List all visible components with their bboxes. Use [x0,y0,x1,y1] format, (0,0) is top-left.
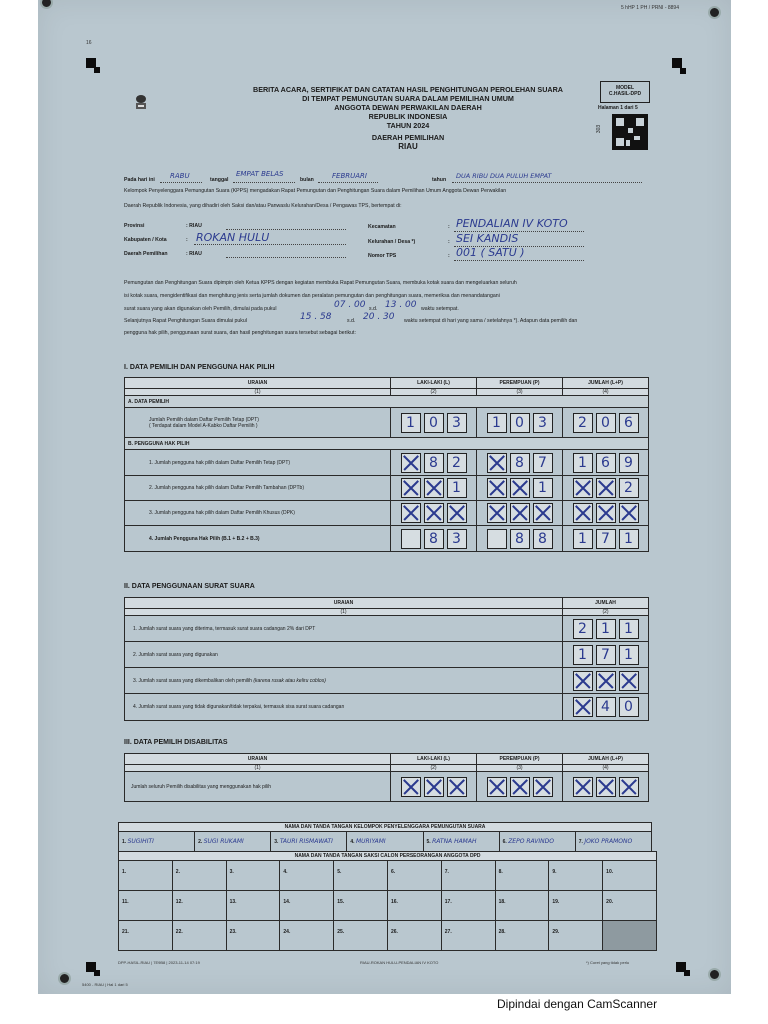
witness-cell: 17. [441,891,495,921]
witness-cell: 16. [387,891,441,921]
header-region: RIAU [398,142,418,151]
witness-cell: 6. [387,861,441,891]
disability-female-boxes [480,777,559,797]
pin-bottom-left [58,972,71,985]
digit-box: 8 [424,453,444,473]
witness-title: NAMA DAN TANDA TANGAN SAKSI CALON PERSEORANGAN ANGGOTA DPD [119,852,657,861]
ballot-used-boxes [566,645,645,665]
b2-total-boxes [566,478,645,498]
crossed-box [596,671,616,691]
witness-cell: 5. [334,861,388,891]
witness-cell: 15. [334,891,388,921]
kpps-member-name: SUGIHITI [127,838,154,845]
kpps-signature-cell: 5. RATNA HAMAH [423,832,499,852]
crossed-box [401,777,421,797]
pin-top-left [40,0,53,9]
digit-box: 1 [533,478,553,498]
witness-cell: 1. [119,861,173,891]
witness-cell: 24. [280,921,334,951]
page-ref: 16 [86,40,92,46]
ballot-returned-label: 3. Jumlah surat suara yang dikembalikan oleh pemilih (karena rusak atau keliru coblos) [125,668,563,694]
crossed-box [619,777,639,797]
b3-label: 3. Jumlah pengguna hak pilih dalam Daftar Pemilih Khusus (DPK) [125,501,391,526]
registration-mark [94,970,100,976]
disability-label: Jumlah seluruh Pemilih disabilitas yang menggunakan hak pilih [125,772,391,802]
digit-box: 0 [424,413,444,433]
digit-box: 8 [510,453,530,473]
witness-cell: 4. [280,861,334,891]
digit-box: 0 [619,697,639,717]
kpps-member-name: ZEPO RAVINDO [508,838,555,845]
digit-box: 1 [619,645,639,665]
digit-box: 2 [619,478,639,498]
kecamatan-value: PENDALIAN IV KOTO [456,217,568,230]
b1-total-boxes [566,453,645,473]
witness-cell: 20. [603,891,657,921]
end-time: 13 . 00 [385,300,417,310]
b4-total-boxes [566,529,645,549]
kpps-signature-table [118,822,652,852]
para2-line-5: pengguna hak pilih, penggunaan surat suara, dan hasil penghitungan suara tersebut sebagai berikut: [124,330,356,336]
crossed-box [510,777,530,797]
pin-bottom-right [708,968,721,981]
qr-code-icon [612,114,648,150]
header-line-4: REPUBLIK INDONESIA [368,112,448,121]
crossed-box [573,671,593,691]
crossed-box [510,478,530,498]
dpt-total-boxes [566,413,645,433]
digit-box: 1 [573,453,593,473]
crossed-box [573,478,593,498]
digit-box: 1 [596,619,616,639]
witness-cell: 29. [549,921,603,951]
dpt-male-boxes [394,413,473,433]
ballot-received-boxes [566,619,645,639]
section-2-title: II. DATA PENGGUNAAN SURAT SUARA [124,583,255,590]
crossed-box [510,503,530,523]
crossed-box [487,503,507,523]
digit-box: 0 [596,413,616,433]
registration-mark [680,68,686,74]
witness-cell: 8. [495,861,549,891]
kpps-title: NAMA DAN TANDA TANGAN KELOMPOK PENYELENGGARA PEMUNGUTAN SUARA [119,823,652,832]
crossed-box [424,503,444,523]
ballot-received-label: 1. Jumlah surat suara yang diterima, termasuk surat suara cadangan 2% dari DPT [125,616,563,642]
witness-cell: 14. [280,891,334,921]
provinsi-label: Provinsi [124,223,145,229]
section-1-title: I. DATA PEMILIH DAN PENGGUNA HAK PILIH [124,364,275,371]
intro-para-line-1: Kelompok Penyelenggara Pemungutan Suara (KPPS) mengadakan Rapat Pemungutan dan Penghitungan Suara dalam Pemilihan Umum Anggota Dewan Perwakilan [124,188,507,194]
model-label: MODEL [615,85,635,91]
kpps-member-name: SUGI RUKAMI [203,838,244,845]
dpt-female-boxes [480,413,559,433]
witness-cell: 3. [226,861,280,891]
digit-box: 3 [447,529,467,549]
crossed-box [487,478,507,498]
intro-para-line-2: Daerah Republik Indonesia, yang dihadiri oleh Saksi dan/atau Panwaslu Kelurahan/Desa / Pengawas TPS, bertempat di: [124,203,402,209]
kpps-signature-cell: 1. SUGIHITI [119,832,195,852]
daerah-value: : RIAU [186,251,202,257]
b1-female-boxes [480,453,559,473]
count-start-time: 15 . 58 [300,312,332,322]
kpps-member-name: RATNA HAMAH [432,838,477,845]
kabupaten-value: ROKAN HULU [196,231,270,244]
para2-line-4: Selanjutnya Rapat Penghitungan Suara dimulai pukul [124,318,247,324]
category-b: B. PENGGUNA HAK PILIH [125,438,649,450]
hari-value: RABU [170,172,190,180]
b3-male-boxes [394,503,473,523]
section-1-table: URAIAN LAKI-LAKI (L) PEREMPUAN (P) JUMLAH (L+P) (1) (2) (3) (4) A. DATA PEMILIH Jumlah Pemilih dalam Daftar Pemilih Tetap (DPT) ( Terdapat dalam Model A-Kabko Daftar Pemilih ) 1 0 3 1 0 3 2 0 6 B. PENGGUNA HAK PILIH 1. Jumlah pengguna hak pilih dalam Daftar Pemilih Tetap (DPT) 8 2 8 7 1 6 9 2. Jumlah pengguna hak pilih dalam Daftar Pemilih Tambahan (DPTb) 1 1 2 3. Jumlah pengguna hak pilih dalam Daftar Pemilih Khusus (DPK) 4. Jumlah Pengguna Hak Pilih (B.1 + B.2 + B.3) 8 3 8 8 1 7 1 [124,377,649,552]
header-line-3: ANGGOTA DEWAN PERWAKILAN DAERAH [334,103,482,112]
crossed-box [447,777,467,797]
witness-cell: 23. [226,921,280,951]
crossed-box [401,453,421,473]
witness-cell: 18. [495,891,549,921]
registration-mark [684,970,690,976]
crossed-box [533,503,553,523]
kelurahan-label: Kelurahan / Desa *) [368,239,416,245]
digit-box: 7 [596,645,616,665]
kpps-member-name: MURIYAMI [355,838,386,845]
digit-box [401,529,421,549]
section-3-title: III. DATA PEMILIH DISABILITAS [124,739,228,746]
crossed-box [573,697,593,717]
kpps-signature-cell: 7. JOKO PRAMONO [575,832,651,852]
witness-cell: 25. [334,921,388,951]
digit-box: 4 [596,697,616,717]
tanggal-value: EMPAT BELAS [236,170,284,178]
document-header [198,85,618,151]
crossed-box [596,478,616,498]
scanned-paper: 5 hHP 1 PH / PRNI - 8894 16 BERITA ACARA, SERTIFIKAT DAN CATATAN HASIL PENGHITUNGAN PEROLEHAN SUARA DI TEMPAT PEMUNGUTAN SUARA DALAM PEMILIHAN UMUM ANGGOTA DEWAN PERWAKILAN DAERAH REPUBLIK INDONESIA TAHUN 2024 DAERAH PEMILIHAN RIAU MODEL C.HASIL-DPD Halaman 1 dari 5 303 Pada hari ini RABU tanggal EMPAT BELAS bulan FEBRUARI tahun DUA RIBU DUA PULUH EMPAT Kelompok Penyelenggara Pemungutan Suara (KPPS) mengadakan Rapat Pemungutan dan Penghitungan Suara dalam Pemilihan Umum Anggota Dewan Perwakilan Daerah Republik Indonesia, yang dihadiri oleh Saksi dan/atau Panwaslu Kelurahan/Desa / Pengawas TPS, bertempat di: Provinsi : RIAU Kabupaten / Kota : ROKAN HULU Daerah Pemilihan : RIAU Kecamatan : PENDALIAN IV KOTO Kelurahan / Desa *) : SEI KANDIS Nomor TPS : 001 ( SATU ) Pemungutan dan Penghitungan Suara dipimpin oleh Ketua KPPS dengan kegiatan membuka Rapat Pemungutan Suara, membuka kotak suara dan mengeluarkan seluruh isi kotak suara, mengidentifikasi dan menghitung jenis serta jumlah dokumen dan peralatan pemungutan dan penghitungan suara, memeriksa dan menandatangani surat suara yang akan digunakan oleh Pemilih, dimulai pada pukul 07 . 00 s.d. 13 . 00 waktu setempat. Selanjutnya Rapat Penghitungan Suara dimulai pukul 15 . 58 s.d. 20 . 30 waktu setempat di hari yang sama / setelahnya *). Adapun data pemilih dan pengguna hak pilih, penggunaan surat suara, dan hasil penghitungan suara tersebut sebagai berikut: I. DATA PEMILIH DAN PENGGUNA HAK PILIH URAIAN LAKI-LAKI (L) PEREMPUAN (P) JUMLAH (L+P) (1) (2) (3) (4) A. DATA PEMILIH Jumlah Pemilih dalam Daftar Pemilih Tetap (DPT) ( Terdapat dalam Model A-Kabko Daftar Pemilih ) 1 0 3 1 0 3 2 0 6 B. PENGGUNA HAK PILIH 1. Jumlah pengguna hak pilih dalam Daftar Pemilih Tetap (DPT) 8 2 8 7 1 6 9 2. Jumlah pengguna hak pilih dalam Daftar Pemilih Tambahan (DPTb) 1 1 2 3. Jumlah pengguna hak pilih dalam Daftar Pemilih Khusus (DPK) 4. Jumlah Pengguna Hak Pilih (B.1 + B.2 + B.3) 8 3 8 8 1 7 1 II. DATA PENGGUNAAN SURAT SUARA URAIAN JUMLAH (1) (2) 1. Jumlah surat suara yang diterima, termasuk surat suara cadangan 2% dari DPT 2 1 1 2. Jumlah surat suara yang digunakan 1 7 1 3. Jumlah surat suara yang dikembalikan oleh pemilih (karena rusak atau keliru coblos) 4. Jumlah surat suara yang tidak digunakan/tidak terpakai, termasuk sisa surat suara cadangan 4 0 III. DATA PEMILIH DISABILITAS URAIAN LAKI-LAKI (L) PEREMPUAN (P) JUMLAH (L+P) (1) (2) (3) (4) Jumlah seluruh Pemilih disabilitas yang menggunakan hak pilih NAMA DAN TANDA TANGAN KELOMPOK PENYELENGGARA PEMUNGUTAN SUARA 1. SUGIHITI 2. SUGI RUKAMI 3. TAURI RISMAWATI 4. MURIYAMI 5. RATNA HAMAH 6. ZEPO RAVINDO 7. JOKO PRAMONO NAMA DAN TANDA TANGAN SAKSI CALON PERSEORANGAN ANGGOTA DPD 1. 2. 3. 4. 5. 6. 7. 8. 9. 10. 11. 12. 13. 14. 15. 16. 17. 18. 19. 20. 21. 22. 23. 24. 25. 26. 27. 28. 29. DPP-HASIL-RIAU | 7E9B8 | 2023-11-14 07:19 RIAU-ROKAN HULU-PENDALIAN IV KOTO *) Coret yang tidak perlu 5400 - RIAU | Hal 1 dari 5 [38,0,731,994]
header-line-2: DI TEMPAT PEMUNGUTAN SUARA DALAM PEMILIHAN UMUM [302,94,514,103]
digit-box: 2 [573,619,593,639]
crossed-box [533,777,553,797]
crossed-box [573,777,593,797]
tahun-label: tahun [432,177,447,183]
bulan-value: FEBRUARI [332,172,367,180]
witness-cell: 19. [549,891,603,921]
disability-male-boxes [394,777,473,797]
digit-box: 6 [619,413,639,433]
digit-box: 3 [533,413,553,433]
provinsi-value: : RIAU [186,223,202,229]
category-a: A. DATA PEMILIH [125,396,649,408]
model-box [600,81,650,103]
count-end-time: 20 . 30 [363,312,395,322]
footer-bottom: 5400 - RIAU | Hal 1 dari 5 [82,982,128,987]
b4-label: 4. Jumlah Pengguna Hak Pilih (B.1 + B.2 + B.3) [125,526,391,552]
witness-cell: 12. [172,891,226,921]
kelurahan-value: SEI KANDIS [456,232,519,245]
digit-box: 1 [401,413,421,433]
witness-cell: 22. [172,921,226,951]
header-line-5: TAHUN 2024 [386,121,430,130]
pada-hari-label: Pada hari ini [124,177,155,183]
digit-box: 6 [596,453,616,473]
footer-mid: RIAU-ROKAN HULU-PENDALIAN IV KOTO [360,960,439,965]
crossed-box [619,503,639,523]
kpps-signature-cell: 3. TAURI RISMAWATI [271,832,347,852]
tanggal-label: tanggal [210,177,229,183]
kpps-member-name: JOKO PRAMONO [584,838,633,845]
crossed-box [487,453,507,473]
kpps-signature-row [119,832,652,852]
camscanner-watermark: Dipindai dengan CamScanner [497,997,658,1011]
witness-cell: 28. [495,921,549,951]
digit-box: 1 [573,529,593,549]
b3-total-boxes [566,503,645,523]
b2-label: 2. Jumlah pengguna hak pilih dalam Daftar Pemilih Tambahan (DPTb) [125,476,391,501]
ballot-used-label: 2. Jumlah surat suara yang digunakan [125,642,563,668]
digit-box [487,529,507,549]
witness-row [119,921,657,951]
pin-top-right [708,6,721,19]
crossed-box [487,777,507,797]
crossed-box [424,777,444,797]
para2-line-3: surat suara yang akan digunakan oleh Pemilih, dimulai pada pukul [124,306,277,312]
digit-box: 9 [619,453,639,473]
witness-cell: 11. [119,891,173,921]
header-line-6: DAERAH PEMILIHAN [371,133,445,142]
crossed-box [573,503,593,523]
digit-box: 3 [447,413,467,433]
kpps-signature-cell: 2. SUGI RUKAMI [195,832,271,852]
digit-box: 1 [487,413,507,433]
para2-line-2: isi kotak suara, mengidentifikasi dan menghitung jenis serta jumlah dokumen dan peralatan pemungutan dan penghitungan suara, memeriksa dan menandatangani [124,293,500,299]
digit-box: 1 [573,645,593,665]
kabupaten-label: Kabupaten / Kota [124,237,167,243]
start-time: 07 . 00 [334,300,366,310]
digit-box: 1 [619,529,639,549]
ballot-returned-boxes [566,671,645,691]
b1-label: 1. Jumlah pengguna hak pilih dalam Daftar Pemilih Tetap (DPT) [125,450,391,476]
daerah-label: Daerah Pemilihan [124,251,168,257]
bulan-label: bulan [300,177,314,183]
digit-box: 7 [533,453,553,473]
witness-cell: 2. [172,861,226,891]
footer-left: DPP-HASIL-RIAU | 7E9B8 | 2023-11-14 07:19 [118,960,200,965]
crossed-box [401,478,421,498]
digit-box: 8 [533,529,553,549]
b3-female-boxes [480,503,559,523]
ballot-unused-label: 4. Jumlah surat suara yang tidak digunakan/tidak terpakai, termasuk sisa surat suara cadangan [125,694,563,721]
registration-mark [672,58,682,68]
page-indicator: Halaman 1 dari 5 [598,105,638,111]
kecamatan-label: Kecamatan [368,224,396,230]
witness-cell: 26. [387,921,441,951]
kpu-logo-icon [133,93,149,111]
digit-box: 2 [573,413,593,433]
digit-box: 1 [447,478,467,498]
witness-cell: 21. [119,921,173,951]
b4-female-boxes [480,529,559,549]
crossed-box [619,671,639,691]
kpps-member-name: TAURI RISMAWATI [279,838,333,845]
b1-male-boxes [394,453,473,473]
b2-male-boxes [394,478,473,498]
tps-value: 001 ( SATU ) [456,246,525,259]
tahun-value: DUA RIBU DUA PULUH EMPAT [456,172,552,180]
b4-male-boxes [394,529,473,549]
witness-cell: 13. [226,891,280,921]
crossed-box [447,503,467,523]
tps-label: Nomor TPS [368,253,397,259]
witness-cell: 7. [441,861,495,891]
ballot-unused-boxes [566,697,645,717]
model-code: C.HASIL-DPD [608,91,642,97]
crossed-box [596,503,616,523]
digit-box: 8 [424,529,444,549]
witness-signature-table [118,851,657,951]
section-2-table: URAIAN JUMLAH (1) (2) 1. Jumlah surat suara yang diterima, termasuk surat suara cadangan 2% dari DPT 2 1 1 2. Jumlah surat suara yang digunakan 1 7 1 3. Jumlah surat suara yang dikembalikan oleh pemilih (karena rusak atau keliru coblos) 4. Jumlah surat suara yang tidak digunakan/tidak terpakai, termasuk sisa surat suara cadangan 4 0 [124,597,649,721]
footer-note: *) Coret yang tidak perlu [586,960,630,965]
side-code: 303 [596,124,603,134]
digit-box: 8 [510,529,530,549]
witness-cell: 10. [603,861,657,891]
witness-cell: 27. [441,921,495,951]
kpps-signature-cell: 4. MURIYAMI [347,832,423,852]
top-code: 5 hHP 1 PH / PRNI - 8894 [621,5,679,11]
witness-row [119,891,657,921]
witness-cell-disabled [603,921,657,951]
witness-row [119,861,657,891]
digit-box: 7 [596,529,616,549]
disability-total-boxes [566,777,645,797]
header-line-1: BERITA ACARA, SERTIFIKAT DAN CATATAN HASIL PENGHITUNGAN PEROLEHAN SUARA [253,85,563,94]
section-3-table: URAIAN LAKI-LAKI (L) PEREMPUAN (P) JUMLAH (L+P) (1) (2) (3) (4) Jumlah seluruh Pemilih disabilitas yang menggunakan hak pilih [124,753,649,802]
witness-cell: 9. [549,861,603,891]
digit-box: 1 [619,619,639,639]
registration-mark [94,67,100,73]
b2-female-boxes [480,478,559,498]
crossed-box [596,777,616,797]
dpt-label: Jumlah Pemilih dalam Daftar Pemilih Tetap (DPT) ( Terdapat dalam Model A-Kabko Daftar Pemilih ) [125,408,391,438]
para2-line-1: Pemungutan dan Penghitungan Suara dipimpin oleh Ketua KPPS dengan kegiatan membuka Rapat Pemungutan Suara, membuka kotak suara dan mengeluarkan seluruh [124,280,517,286]
crossed-box [401,503,421,523]
digit-box: 0 [510,413,530,433]
kpps-signature-cell: 6. ZEPO RAVINDO [499,832,575,852]
digit-box: 2 [447,453,467,473]
crossed-box [424,478,444,498]
